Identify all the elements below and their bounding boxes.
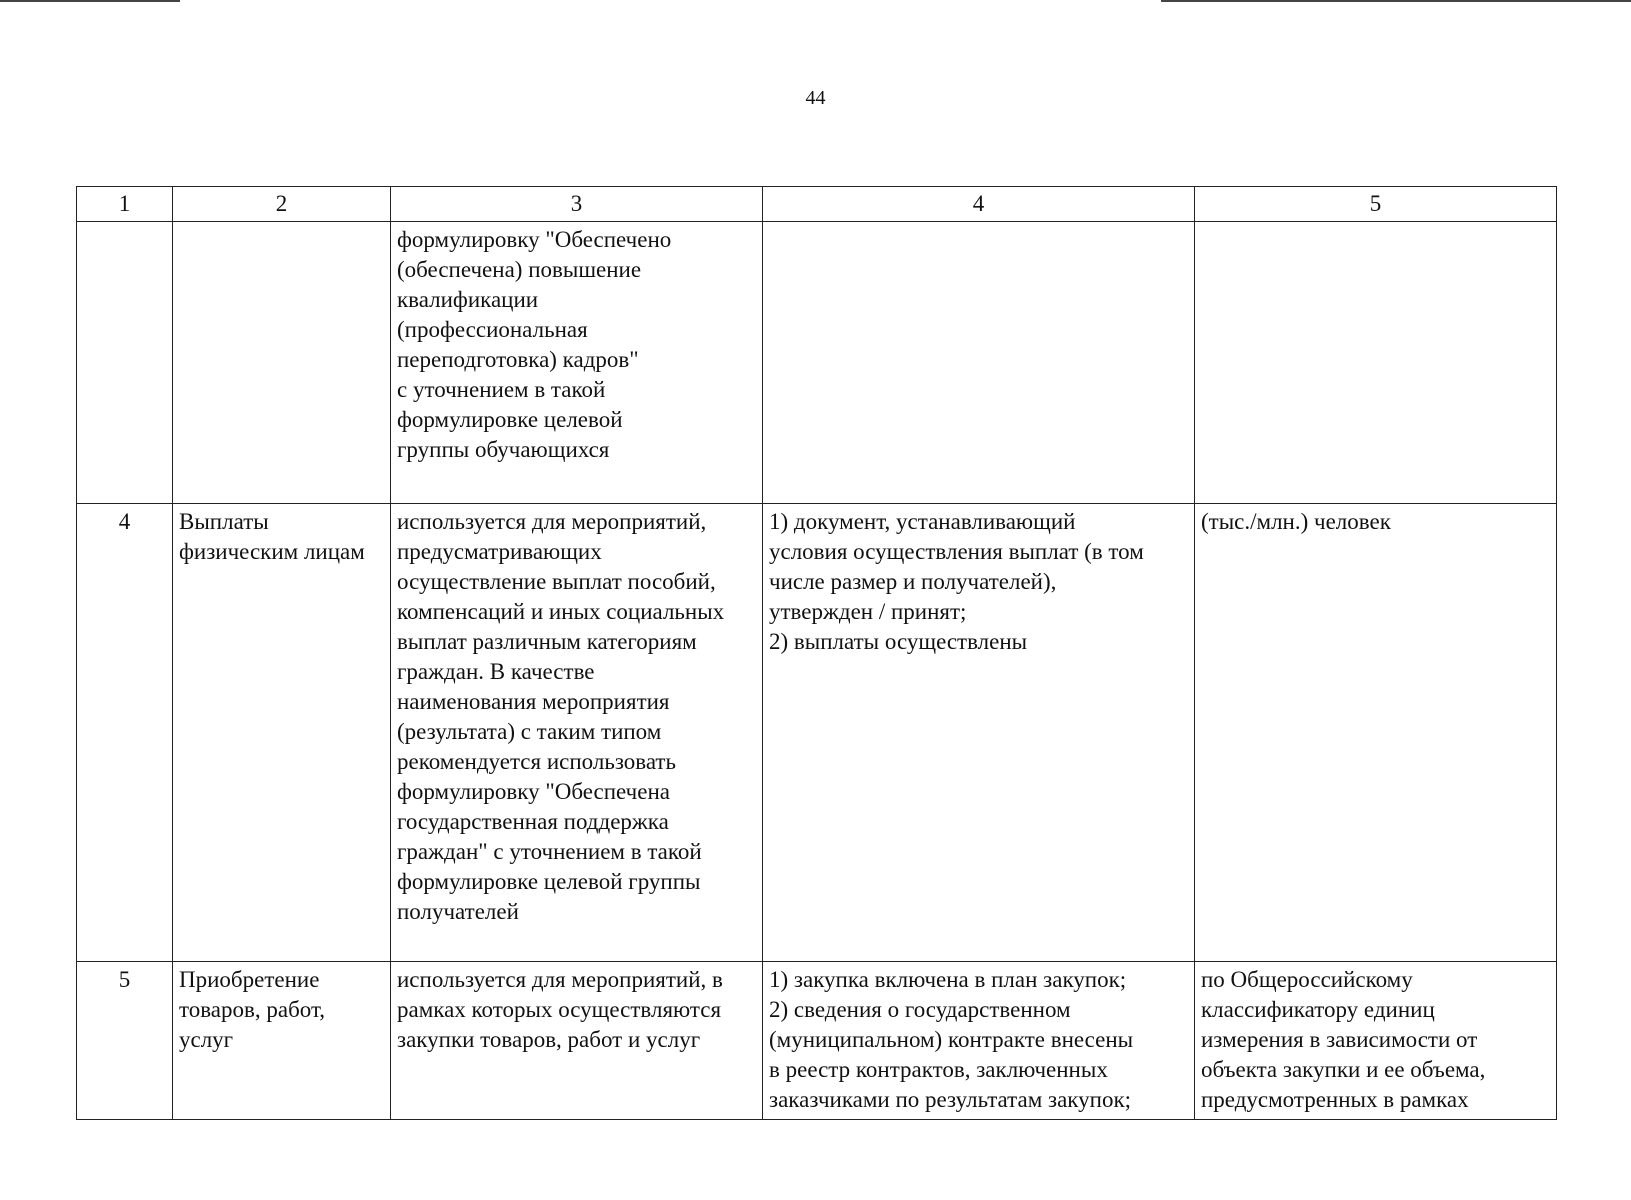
- column-header: 5: [1195, 187, 1557, 222]
- column-header: 4: [763, 187, 1195, 222]
- page-number: 44: [805, 87, 826, 109]
- result-type-cell: Приобретение товаров, работ, услуг: [173, 962, 391, 1120]
- result-type-cell: [173, 222, 391, 504]
- criteria-cell: 1) закупка включена в план закупок; 2) сведения о государственном (муниципальном) контракте внесены в реестр контрактов, заключенных заказчиками по результатам закупок;: [763, 962, 1195, 1120]
- unit-cell: (тыс./млн.) человек: [1195, 504, 1557, 962]
- column-header: 3: [391, 187, 763, 222]
- column-header: 2: [173, 187, 391, 222]
- description-cell: используется для мероприятий, в рамках которых осуществляются закупки товаров, работ и услуг: [391, 962, 763, 1120]
- table-row: [77, 222, 1557, 504]
- result-type-cell: Выплаты физическим лицам: [173, 504, 391, 962]
- row-number-cell: 4: [77, 504, 173, 962]
- description-cell: формулировку "Обеспечено (обеспечена) повышение квалификации (профессиональная переподготовка) кадров" с уточнением в такой формулировке целевой группы обучающихся: [391, 222, 763, 504]
- criteria-cell: 1) документ, устанавливающий условия осуществления выплат (в том числе размер и получателей), утвержден / принят; 2) выплаты осуществлены: [763, 504, 1195, 962]
- row-number-cell: 5: [77, 962, 173, 1120]
- criteria-cell: [763, 222, 1195, 504]
- results-types-table: [76, 186, 1557, 1120]
- table-header-row: [77, 187, 1557, 222]
- scan-edge-line-right: [1161, 0, 1631, 2]
- unit-cell: по Общероссийскому классификатору единиц измерения в зависимости от объекта закупки и ее объема, предусмотренных в рамках: [1195, 962, 1557, 1120]
- unit-cell: [1195, 222, 1557, 504]
- row-number-cell: [77, 222, 173, 504]
- table-row: [77, 962, 1557, 1120]
- column-header: 1: [77, 187, 173, 222]
- description-cell: используется для мероприятий, предусматривающих осуществление выплат пособий, компенсаций и иных социальных выплат различным категориям граждан. В качестве наименования мероприятия (результата) с таким типом рекомендуется использовать формулировку "Обеспечена государственная поддержка граждан" с уточнением в такой формулировке целевой группы получателей: [391, 504, 763, 962]
- scan-edge-line-left: [0, 0, 180, 2]
- table-row: [77, 504, 1557, 962]
